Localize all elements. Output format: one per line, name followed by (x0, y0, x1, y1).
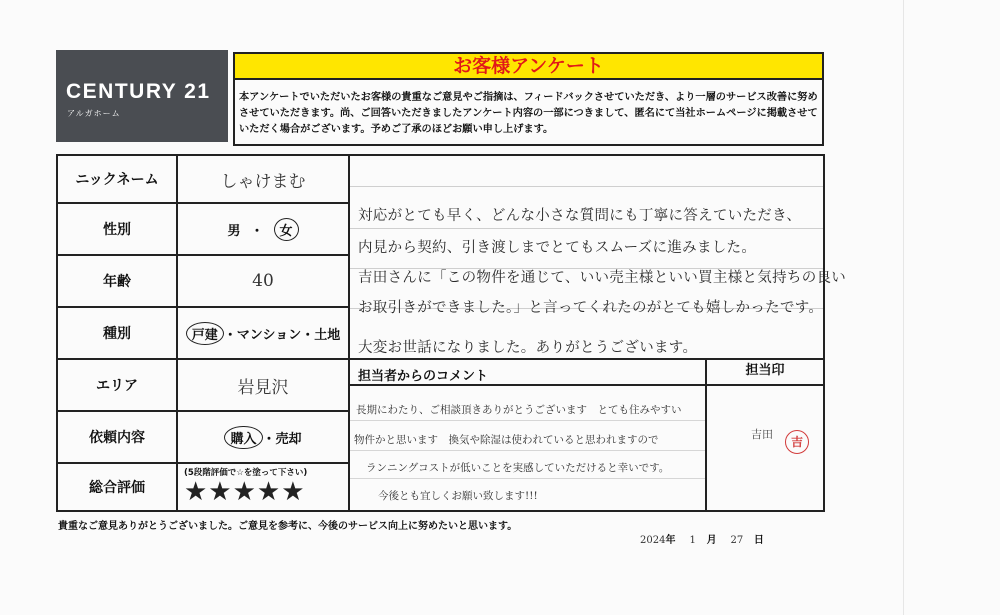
area-field[interactable] (178, 360, 348, 410)
date-month: 1 (689, 535, 696, 546)
survey-title-banner (233, 52, 824, 80)
gender-separator: ・ (250, 223, 264, 239)
gender-male-option[interactable]: 男 (227, 223, 241, 239)
row-area (58, 360, 348, 412)
comment-line: お取引きができました。」と言ってくれたのがとても嬉しかったです。 (358, 300, 824, 316)
request-label: 依頼内容 (58, 412, 178, 462)
survey-title: お客様アンケート (453, 55, 604, 77)
staff-comment-line: 物件かと思います 換気や除湿は使われていると思われますので (354, 434, 659, 446)
page-edge-line (903, 0, 904, 615)
gender-field[interactable] (178, 204, 348, 254)
area-label: エリア (58, 360, 178, 410)
row-nickname (58, 156, 348, 204)
staff-comment-line: 長期にわたり、ご相談頂きありがとうございます とても住みやすい (356, 404, 682, 416)
footer-message: 貴重なご意見ありがとうございました。ご意見を参考に、今後のサービス向上に努めたいと思います。 (58, 521, 518, 532)
age-label: 年齢 (58, 256, 178, 306)
seal-stamp-icon: 吉 (785, 430, 809, 454)
survey-intro: 本アンケートでいただいたお客様の貴重なご意見やご指摘は、フィードバックさせていただき、より一層のサービス改善に努めさせていただきます。尚、ご回答いただきましたアンケート内容の一部につきまして、匿名にて当社ホームページに掲載させていただく場合がございます。予めご了承のほどお願い申し上げます。 (233, 80, 824, 146)
company-logo (56, 50, 228, 142)
date-day-label: 日 (753, 535, 764, 546)
request-sell-option[interactable]: ・売却 (262, 431, 302, 447)
rating-note: (5段階評価で☆を塗って下さい) (184, 468, 308, 478)
logo-brand: CENTURY 21 (66, 80, 211, 103)
row-gender (58, 204, 348, 256)
request-buy-option[interactable]: 購入 (224, 426, 262, 449)
staff-signature: 吉田 (751, 428, 773, 441)
row-request (58, 412, 348, 464)
date-year: 2024 (640, 535, 666, 546)
staff-rule (350, 420, 705, 421)
date-month-label: 月 (706, 535, 717, 546)
staff-rule (350, 478, 705, 479)
date-day: 27 (730, 535, 744, 546)
staff-comment-area (350, 358, 707, 512)
comment-rule (350, 228, 823, 229)
staff-comment-line: 今後とも宜しくお願い致します!!! (378, 490, 538, 502)
nickname-value: しゃけまむ (220, 171, 306, 192)
age-value: 40 (252, 271, 274, 291)
type-house-option[interactable]: 戸建 (186, 322, 224, 345)
stamp-header: 担当印 (707, 360, 823, 386)
rating-label: 総合評価 (58, 464, 178, 510)
row-age (58, 256, 348, 308)
date-year-label: 年 (665, 535, 676, 546)
age-field[interactable] (178, 256, 348, 306)
staff-comment-header: 担当者からのコメント (350, 360, 705, 386)
comment-rule (350, 186, 823, 187)
rating-stars[interactable]: ★★★★★ (184, 477, 306, 507)
gender-female-option[interactable]: 女 (274, 218, 299, 241)
comment-line: 内見から契約、引き渡しまでとてもスムーズに進みました。 (358, 240, 757, 256)
customer-comment-area[interactable] (350, 154, 847, 360)
staff-stamp-area (705, 358, 825, 512)
rating-field[interactable] (178, 464, 348, 510)
nickname-label: ニックネーム (58, 156, 178, 202)
nickname-field[interactable] (178, 156, 348, 202)
type-other-options[interactable]: ・マンション・土地 (223, 327, 341, 343)
area-value: 岩見沢 (237, 377, 289, 398)
survey-date (640, 531, 764, 546)
type-field[interactable] (178, 308, 348, 358)
staff-rule (350, 450, 705, 451)
gender-label: 性別 (58, 204, 178, 254)
comment-line: 対応がとても早く、どんな小さな質問にも丁寧に答えていただき、 (358, 208, 802, 224)
logo-subtitle: アルガホーム (67, 109, 121, 118)
row-type (58, 308, 348, 360)
staff-comment-line: ランニングコストが低いことを実感していただけると幸いです。 (366, 462, 670, 474)
survey-form (56, 154, 350, 512)
comment-line: 大変お世話になりました。ありがとうございます。 (358, 340, 698, 356)
type-label: 種別 (58, 308, 178, 358)
request-field[interactable] (178, 412, 348, 462)
row-rating (58, 464, 348, 510)
comment-line: 吉田さんに「この物件を通じて、いい売主様といい買主様と気持ちの良い (358, 270, 847, 286)
